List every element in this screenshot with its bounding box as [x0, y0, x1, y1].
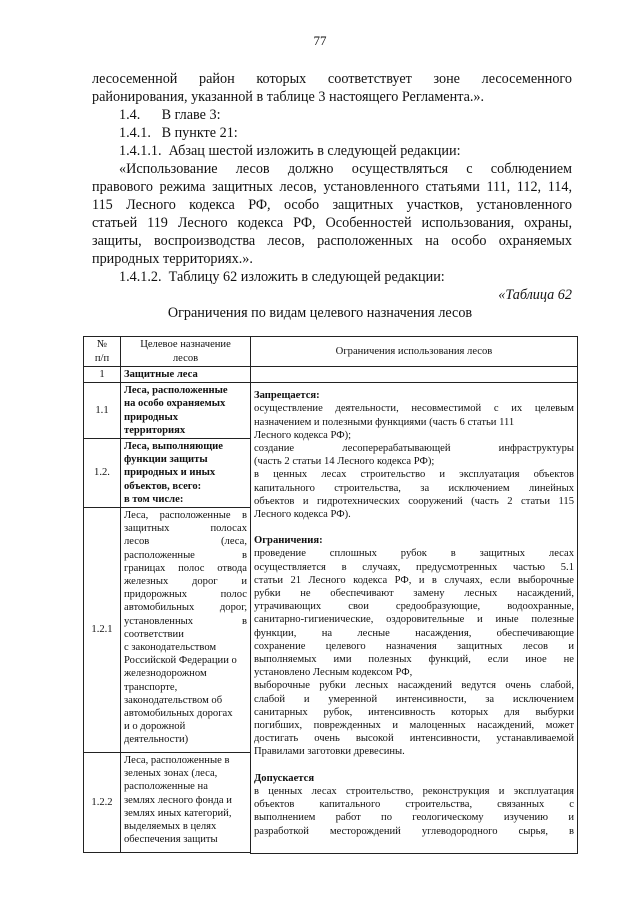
- row-purpose: Леса, расположенные в защитных полосах лесов (леса, расположенные в границах полос отвода железных дорог и придорожных полос автомобильных дорог, установленных в соответствии с законодательством Российской Федерации о железнодорожном транспорте, законодательством об автомобильных дорогах и о дорожной деятельности): [121, 508, 251, 753]
- row-purpose: Леса, выполняющие функции защиты природных и иных объектов, всего: в том числе:: [121, 439, 251, 508]
- row-purpose: Леса, расположенные в зеленых зонах (леса, расположенные на землях лесного фонда и землях иных категорий, выделяемых в целях обеспечения защиты: [121, 753, 251, 853]
- header-purpose: Целевое назначение лесов: [121, 337, 251, 367]
- page-number: 77: [313, 33, 327, 48]
- paragraph-line: лесосеменной район которых соответствует зоне лесосеменного: [92, 71, 572, 87]
- restrictions-table: [83, 336, 578, 854]
- subsection-heading: 1.4.1. В пункте 21:: [119, 125, 238, 141]
- table-header-row: [84, 337, 578, 367]
- row-number: 1.2.: [84, 439, 121, 508]
- allowed-heading: Допускается: [254, 772, 315, 784]
- table-reference: «Таблица 62: [498, 287, 572, 303]
- quote-line: правового режима защитных лесов, установленного статьями 111, 112, 114,: [92, 179, 572, 195]
- restrictions-cell: Запрещается: осуществление деятельности, несовместимой с их целевым назначением и полезными функциями (часть 6 статьи 111 Лесного кодекса РФ); создание лесоперерабатывающей инфраструктуры (часть 2 статьи 14 Лесного кодекса РФ); в ценных лесах строительство и эксплуатация объектов капитального строительства, за исключением линейных объектов и гидротехнических сооружений (часть 2 статьи 115 Лесного кодекса РФ). Ограничения: проведение сплошных рубок в защитных лесах осуществляется в случаях, предусмотренных частью 5.1 статьи 21 Лесного кодекса РФ, и в случаях, если выборочные рубки не обеспечивают замену лесных насаждений, утрачивающих свои средообразующие, водоохранные, санитарно-гигиенические, оздоровительные и иные полезные функции, на лесные насаждения, обеспечивающие сохранение целевого назначения защитных лесов и выполняемых ими полезных функций, если иное не установлено Лесным кодексом РФ, выборочные рубки лесных насаждений ведутся очень слабой, слабой и умеренной интенсивности, за исключением санитарных рубок, интенсивность которых для выбурки погибших, поврежденных и малоценных насаждений, может достигать очень высокой интенсивности, устанавливаемой Правилами заготовки древесины. Допускается в ценных лесах строительство, реконструкция и эксплуатация объектов капитального строительства, связанных с выполнением работ по геологическому изучению и разработкой месторождений углеводородного сырья, в: [251, 383, 578, 853]
- row-number: 1: [84, 367, 121, 383]
- limits-heading: Ограничения:: [254, 535, 323, 547]
- instruction-line: 1.4.1.2. Таблицу 62 изложить в следующей редакции:: [119, 269, 445, 285]
- header-number: № п/п: [84, 337, 121, 367]
- table-row: [84, 383, 578, 439]
- table-row: [84, 367, 578, 383]
- quote-line: защиты, воспроизводства лесов, расположенных на особо охраняемых: [92, 233, 572, 249]
- row-restrictions-empty: [251, 367, 578, 383]
- paragraph-line: районирования, указанной в таблице 3 настоящего Регламента.».: [92, 89, 485, 105]
- row-purpose: Защитные леса: [121, 367, 251, 383]
- row-purpose: Леса, расположенные на особо охраняемых природных территориях: [121, 383, 251, 439]
- header-restrictions: Ограничения использования лесов: [251, 337, 578, 367]
- prohibited-heading: Запрещается:: [254, 390, 320, 402]
- quote-line: природных территориях.».: [92, 251, 253, 267]
- table-title: Ограничения по видам целевого назначения лесов: [167, 305, 473, 321]
- quote-line: статьей 119 Лесного кодекса РФ, Особенностей использования, охраны,: [92, 215, 572, 231]
- quote-line: «Использование лесов должно осуществляться с соблюдением: [119, 161, 572, 177]
- row-number: 1.2.2: [84, 753, 121, 853]
- quote-line: 115 Лесного кодекса РФ, особо защитных участков, установленного: [92, 197, 572, 213]
- row-number: 1.2.1: [84, 508, 121, 753]
- instruction-line: 1.4.1.1. Абзац шестой изложить в следующей редакции:: [119, 143, 461, 159]
- section-heading: 1.4. В главе 3:: [119, 107, 221, 123]
- row-number: 1.1: [84, 383, 121, 439]
